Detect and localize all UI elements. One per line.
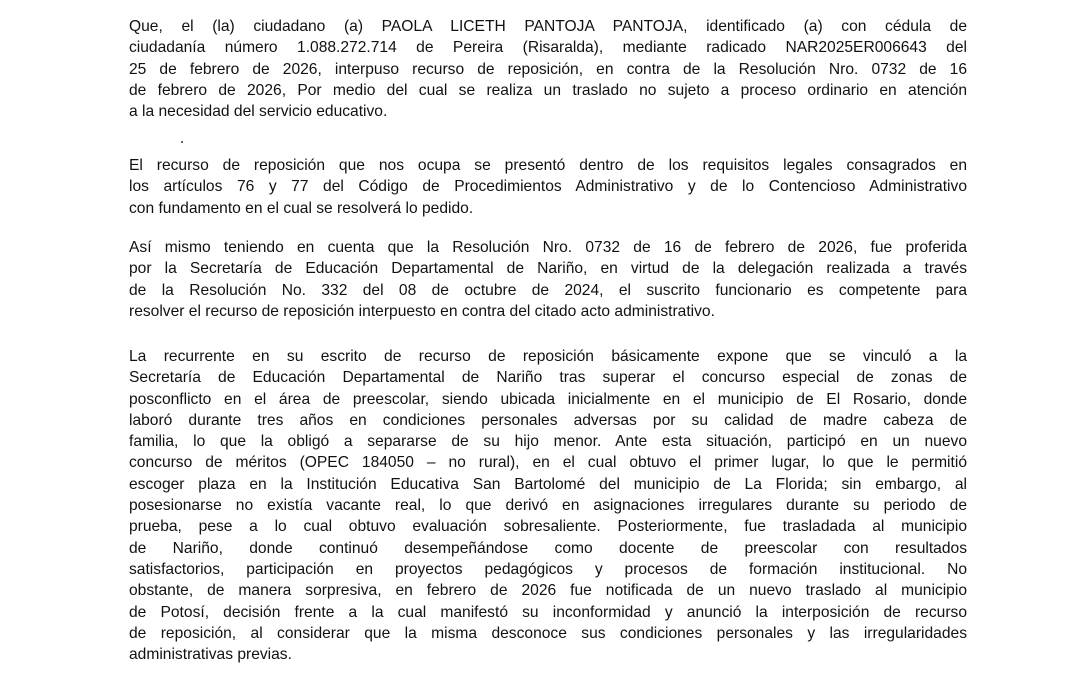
- text-line: Secretaría de Educación Departamental de Nariño tras superar el concurso especial de zonas de: [129, 369, 967, 387]
- text-line: El recurso de reposición que nos ocupa se presentó dentro de los requisitos legales consagrados en: [129, 157, 967, 174]
- text-line: resolver el recurso de reposición interpuesto en contra del citado acto administrativo.: [129, 302, 715, 320]
- text-line: prueba, pese a lo cual obtuvo evaluación sobresaliente. Posteriormente, fue trasladada al municipio: [129, 518, 967, 536]
- paragraph-recurso-presentado: [129, 16, 967, 122]
- text-line: posesionarse no existía vacante real, lo que derivó en asignaciones irregulares durante su periodo de: [129, 497, 967, 515]
- text-line: de la Resolución No. 332 del 08 de octubre de 2024, el suscrito funcionario es competente para: [129, 281, 967, 299]
- text-line: escoger plaza en la Institución Educativa San Bartolomé del municipio de La Florida; sin embargo, al: [129, 475, 967, 493]
- text-line: 25 de febrero de 2026, interpuso recurso de reposición, en contra de la Resolución Nro. 0732 de 16: [129, 60, 967, 78]
- text-line: familia, lo que la obligó a separarse de su hijo menor. Ante esta situación, participó en un nuevo: [129, 433, 967, 451]
- text-line: ciudadanía número 1.088.272.714 de Pereira (Risaralda), mediante radicado NAR2025ER006643 del: [129, 39, 967, 57]
- paragraph-requisitos-legales: [129, 155, 967, 219]
- text-line: de Nariño, donde continuó desempeñándose como docente de preescolar con resultados: [129, 539, 967, 557]
- text-line: administrativas previas.: [129, 646, 292, 664]
- text-line: de febrero de 2026, Por medio del cual se realiza un traslado no sujeto a proceso ordinario en atención: [129, 81, 967, 99]
- text-line: los artículos 76 y 77 del Código de Procedimientos Administrativo y de lo Contencioso Administrativo: [129, 178, 967, 196]
- text-line: laboró durante tres años en condiciones personales adversas por su calidad de madre cabeza de: [129, 411, 967, 429]
- text-line: La recurrente en su escrito de recurso de reposición básicamente expone que se vinculó a la: [129, 348, 967, 365]
- text-line: satisfactorios, participación en proyectos pedagógicos y procesos de formación institucional. No: [129, 560, 967, 578]
- text-line: de Potosí, decisión frente a la cual manifestó su inconformidad y anunció la interposición de recurso: [129, 603, 967, 621]
- scan-speck: [181, 141, 183, 143]
- paragraph-argumentos-recurrente: [129, 346, 967, 665]
- text-line: a la necesidad del servicio educativo.: [129, 103, 388, 121]
- text-line: obstante, de manera sorpresiva, en febrero de 2026 fue notificada de un nuevo traslado al municipio: [129, 582, 967, 600]
- text-line: Así mismo teniendo en cuenta que la Resolución Nro. 0732 de 16 de febrero de 2026, fue proferida: [129, 239, 967, 256]
- text-line: con fundamento en el cual se resolverá lo pedido.: [129, 199, 474, 217]
- text-line: Que, el (la) ciudadano (a) PAOLA LICETH PANTOJA PANTOJA, identificado (a) con cédula de: [129, 18, 967, 35]
- text-line: de reposición, al considerar que la misma desconoce sus condiciones personales y las irregularidades: [129, 624, 967, 642]
- text-line: posconflicto en el área de preescolar, siendo ubicada inicialmente en el municipio de El Rosario, donde: [129, 390, 967, 408]
- paragraph-competencia: [129, 237, 967, 322]
- text-line: por la Secretaría de Educación Departamental de Nariño, en virtud de la delegación realizada a través: [129, 260, 967, 278]
- text-line: concurso de méritos (OPEC 184050 – no rural), en el cual obtuvo el primer lugar, lo que le permitió: [129, 454, 967, 472]
